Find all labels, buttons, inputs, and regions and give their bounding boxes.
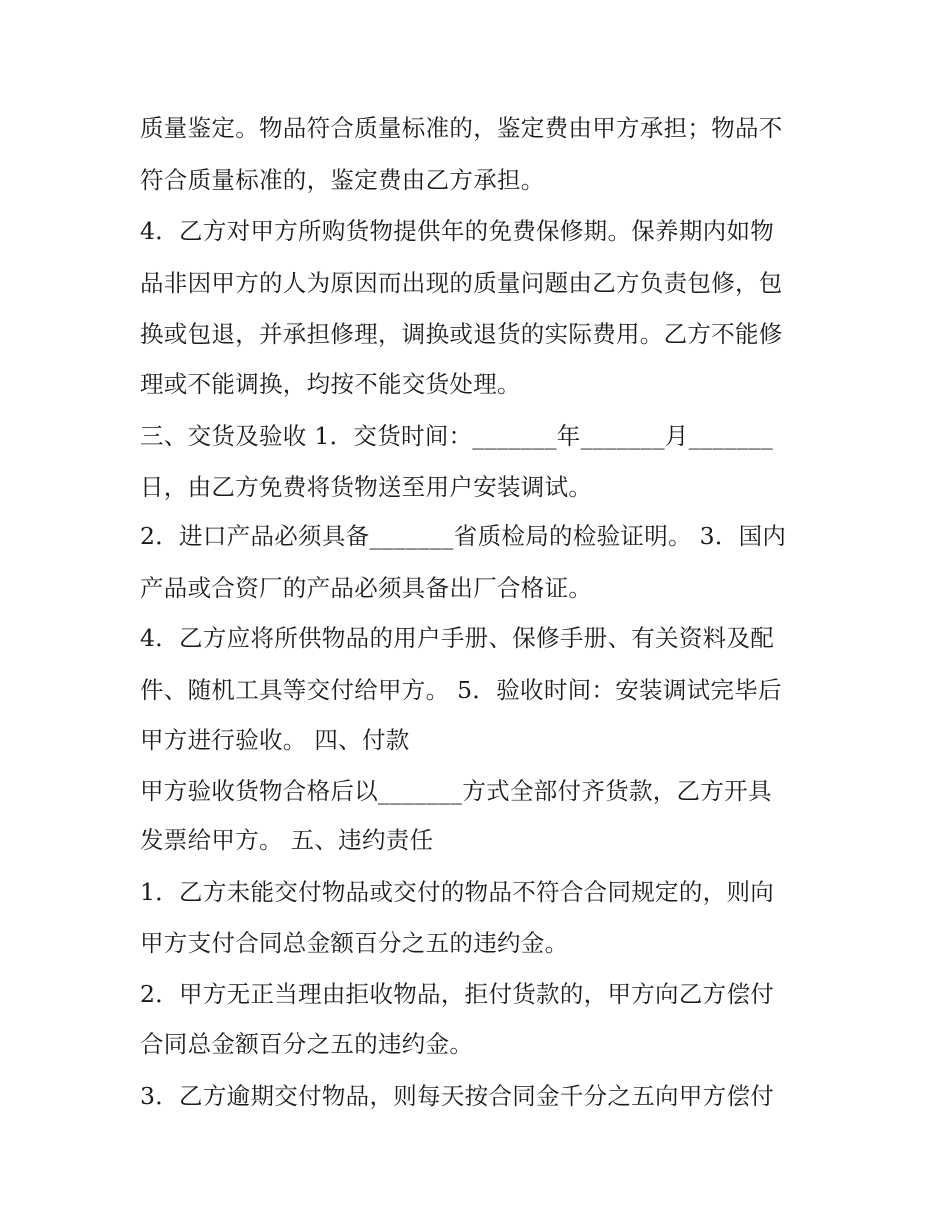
text-line: 甲方验收货物合格后以_______方式全部付齐货款，乙方开具 <box>140 777 772 805</box>
text-line: 件、随机工具等交付给甲方。 5．验收时间：安装调试完毕后 <box>140 676 782 704</box>
text-line: 理或不能调换，均按不能交货处理。 <box>140 370 521 398</box>
text-line: 2．进口产品必须具备_______省质检局的检验证明。 3．国内 <box>140 522 787 550</box>
text-line: 发票给甲方。 五、违约责任 <box>140 826 434 854</box>
text-line: 质量鉴定。物品符合质量标准的，鉴定费由甲方承担；物品不 <box>140 114 783 142</box>
text-line: 4．乙方应将所供物品的用户手册、保修手册、有关资料及配 <box>140 624 775 652</box>
text-line: 符合质量标准的，鉴定费由乙方承担。 <box>140 166 545 194</box>
text-line: 产品或合资厂的产品必须具备出厂合格证。 <box>140 574 593 602</box>
text-line: 品非因甲方的人为原因而出现的质量问题由乙方负责包修，包 <box>140 269 783 297</box>
text-line: 4．乙方对甲方所购货物提供年的免费保修期。保养期内如物 <box>140 217 775 245</box>
text-line: 3．乙方逾期交付物品，则每天按合同金千分之五向甲方偿付 <box>140 1082 775 1110</box>
text-line: 甲方进行验收。 四、付款 <box>140 726 410 754</box>
text-line: 三、交货及验收 1．交货时间：_______年_______月_______ <box>140 422 774 450</box>
text-line: 合同总金额百分之五的违约金。 <box>140 1030 474 1058</box>
text-line: 换或包退，并承担修理，调换或退货的实际费用。乙方不能修 <box>140 320 783 348</box>
text-line: 甲方支付合同总金额百分之五的违约金。 <box>140 929 569 957</box>
text-line: 日，由乙方免费将货物送至用户安装调试。 <box>140 473 593 501</box>
text-line: 2．甲方无正当理由拒收物品，拒付货款的，甲方向乙方偿付 <box>140 980 775 1008</box>
text-line: 1．乙方未能交付物品或交付的物品不符合合同规定的，则向 <box>140 878 775 906</box>
